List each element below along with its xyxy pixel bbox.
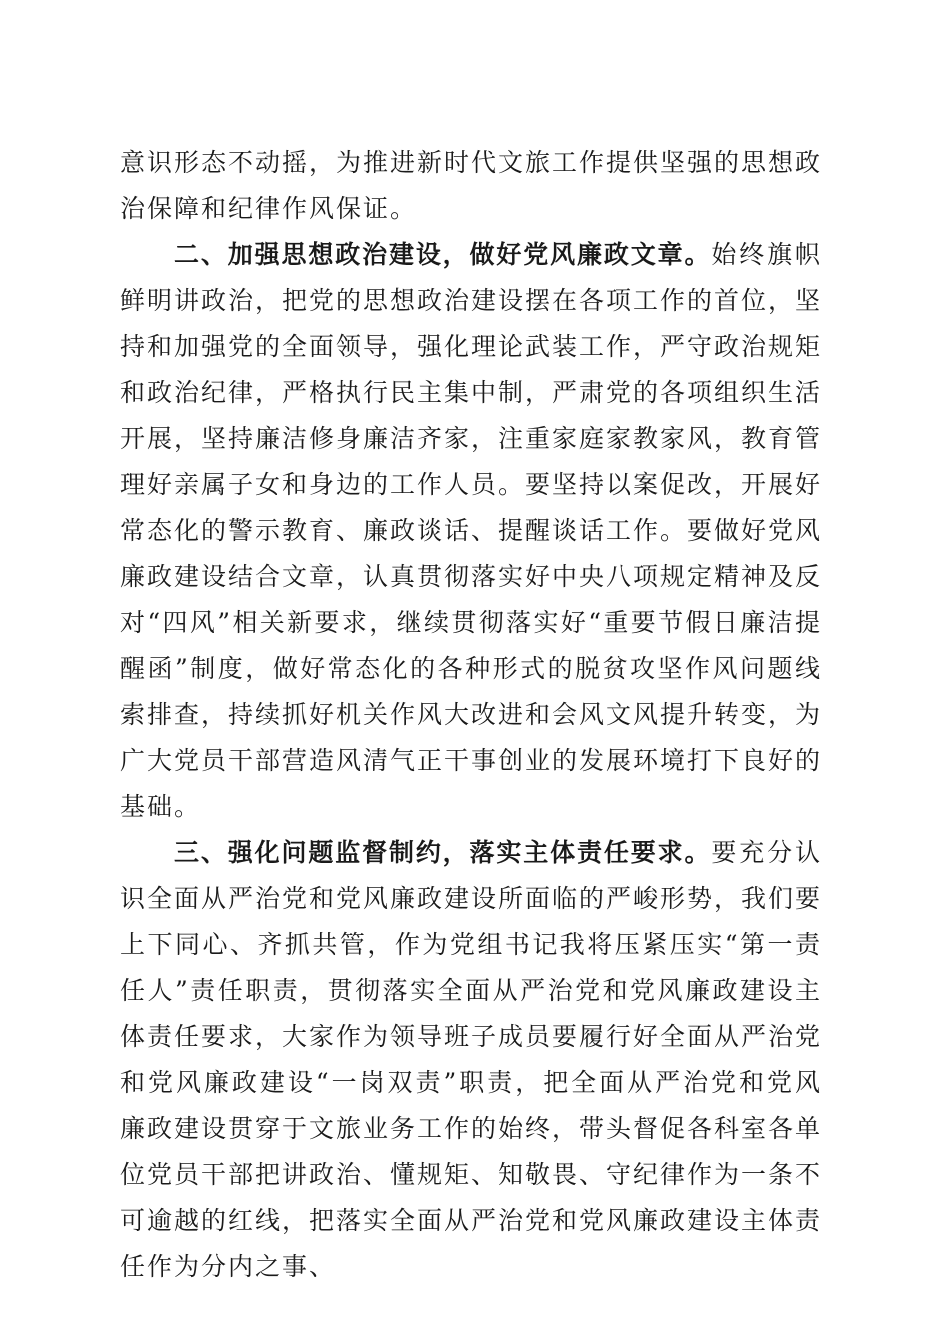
paragraph-body: 要充分认识全面从严治党和党风廉政建设所面临的严峻形势，我们要上下同心、齐抓共管，作为党组书记我将压紧压实“第一责任人”责任职责，贯彻落实全面从严治党和党风廉政建设主体责任要求，大家作为领导班子成员要履行好全面从严治党和党风廉政建设“一岗双责”职责，把全面从严治党和党风廉政建设贯穿于文旅业务工作的始终，带头督促各科室各单位党员干部把讲政治、懂规矩、知敬畏、守纪律作为一条不可逾越的红线，把落实全面从严治党和党风廉政建设主体责任作为分内之事、 [120,838,823,1281]
paragraph-section-two [120,232,822,830]
section-heading: 三、强化问题监督制约，落实主体责任要求。 [174,838,712,867]
paragraph-continuation [120,140,822,232]
document-body [120,140,822,1290]
paragraph-body: 意识形态不动摇，为推进新时代文旅工作提供坚强的思想政治保障和纪律作风保证。 [120,148,823,223]
paragraph-body: 始终旗帜鲜明讲政治，把党的思想政治建设摆在各项工作的首位，坚持和加强党的全面领导，强化理论武装工作，严守政治规矩和政治纪律，严格执行民主集中制，严肃党的各项组织生活开展，坚持廉洁修身廉洁齐家，注重家庭家教家风，教育管理好亲属子女和身边的工作人员。要坚持以案促改，开展好常态化的警示教育、廉政谈话、提醒谈话工作。要做好党风廉政建设结合文章，认真贯彻落实好中央八项规定精神及反对“四风”相关新要求，继续贯彻落实好“重要节假日廉洁提醒函”制度，做好常态化的各种形式的脱贫攻坚作风问题线索排查，持续抓好机关作风大改进和会风文风提升转变，为广大党员干部营造风清气正干事创业的发展环境打下良好的基础。 [120,240,823,821]
section-heading: 二、加强思想政治建设，做好党风廉政文章。 [174,240,712,269]
paragraph-section-three [120,830,822,1290]
